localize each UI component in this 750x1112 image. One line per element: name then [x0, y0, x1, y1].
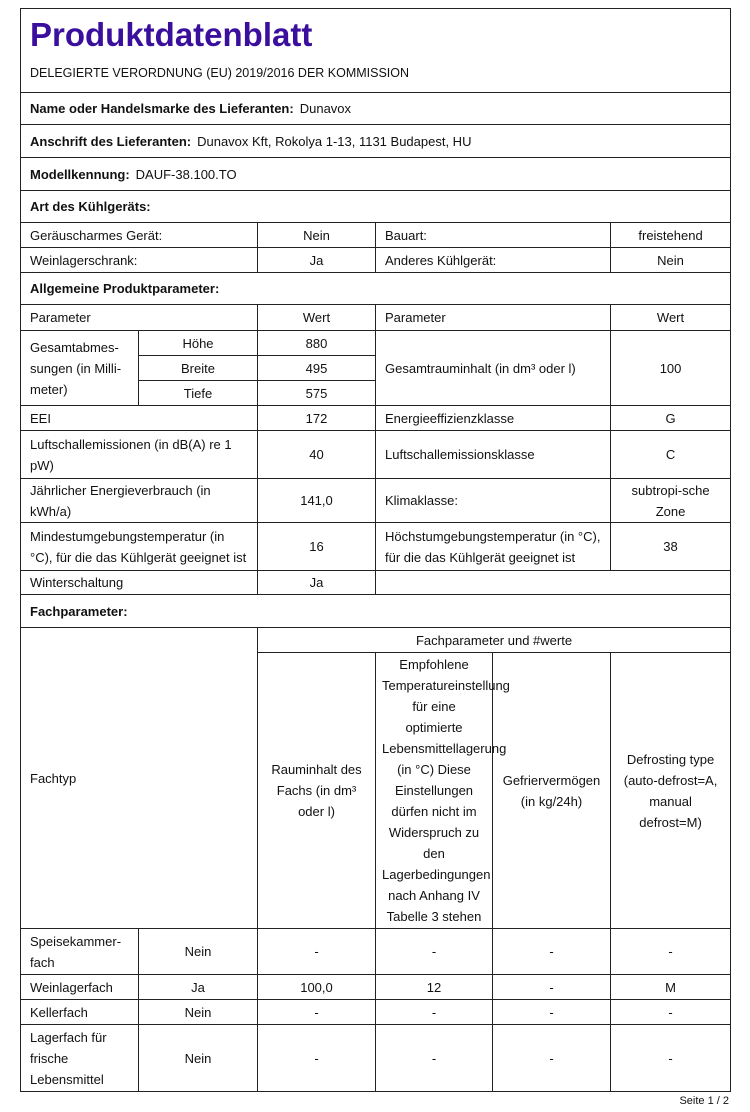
value: -: [611, 929, 731, 975]
table-row: [21, 248, 731, 273]
value: Nein: [139, 1000, 258, 1025]
value: -: [493, 1025, 611, 1092]
dimensions-label: Gesamtabmes-sungen (in Milli-meter): [21, 331, 139, 406]
table-row: [21, 406, 731, 431]
column-header: Wert: [611, 305, 731, 331]
label: Luftschallemissionen (in dB(A) re 1 pW): [21, 431, 258, 479]
value: -: [493, 929, 611, 975]
value: 40: [258, 431, 376, 479]
column-header: Empfohlene Temperatureinstellung für eine optimierte Lebensmittellagerung (in °C) Diese Einstellungen dürfen nicht im Widerspruch zu den Lagerbedingungen nach Anhang IV Tabelle 3 stehen: [376, 653, 493, 929]
header-cell: [21, 9, 731, 93]
value: 172: [258, 406, 376, 431]
model-row: [21, 158, 731, 191]
table-header-row: [21, 305, 731, 331]
value: -: [258, 929, 376, 975]
column-group-header: Fachparameter und #werte: [258, 628, 731, 653]
value: -: [493, 1000, 611, 1025]
table-row: [21, 1000, 731, 1025]
supplier-row: [21, 93, 731, 125]
column-header: Parameter: [376, 305, 611, 331]
column-header: Rauminhalt des Fachs (in dm³ oder l): [258, 653, 376, 929]
value: -: [376, 929, 493, 975]
model-label: Modellkennung:: [30, 166, 130, 182]
label: Tiefe: [139, 381, 258, 406]
table-row: [21, 223, 731, 248]
column-header: Wert: [258, 305, 376, 331]
label: Gesamtrauminhalt (in dm³ oder l): [376, 331, 611, 406]
label: Höhe: [139, 331, 258, 356]
value: subtropi-sche Zone: [611, 479, 731, 523]
value: 16: [258, 523, 376, 571]
label: Breite: [139, 356, 258, 381]
label: Höchstumgebungstemperatur (in °C), für die das Kühlgerät geeignet ist: [376, 523, 611, 571]
label: Jährlicher Energieverbrauch (in kWh/a): [21, 479, 258, 523]
value: freistehend: [611, 223, 731, 248]
column-header: Parameter: [21, 305, 258, 331]
table-row: [21, 929, 731, 975]
model-value: DAUF-38.100.TO: [135, 166, 237, 182]
label: Klimaklasse:: [376, 479, 611, 523]
table-row: [21, 1025, 731, 1092]
table-row: [21, 571, 731, 595]
general-heading: Allgemeine Produktparameter:: [21, 273, 731, 305]
column-header: Gefriervermögen (in kg/24h): [493, 653, 611, 929]
label: Kellerfach: [21, 1000, 139, 1025]
page-title: Produktdatenblatt: [30, 16, 313, 53]
table-row: [21, 479, 731, 523]
value: 38: [611, 523, 731, 571]
value: Nein: [611, 248, 731, 273]
value: -: [376, 1025, 493, 1092]
label: Luftschallemissionsklasse: [376, 431, 611, 479]
value: M: [611, 975, 731, 1000]
address-value: Dunavox Kft, Rokolya 1-13, 1131 Budapest, HU: [197, 133, 472, 149]
address-label: Anschrift des Lieferanten:: [30, 133, 192, 149]
value: 12: [376, 975, 493, 1000]
label: Speisekammer-fach: [21, 929, 139, 975]
empty-cell: [376, 571, 731, 595]
address-row: [21, 125, 731, 158]
table-row: [21, 523, 731, 571]
regulation-subtitle: DELEGIERTE VERORDNUNG (EU) 2019/2016 DER KOMMISSION: [30, 66, 410, 80]
value: 100: [611, 331, 731, 406]
label: EEI: [21, 406, 258, 431]
value: -: [258, 1000, 376, 1025]
value: Ja: [258, 248, 376, 273]
column-header: Defrosting type (auto-defrost=A, manual defrost=M): [611, 653, 731, 929]
column-header: Fachtyp: [21, 628, 258, 929]
value: 495: [258, 356, 376, 381]
label: Mindestumgebungstemperatur (in °C), für die das Kühlgerät geeignet ist: [21, 523, 258, 571]
value: 575: [258, 381, 376, 406]
value: G: [611, 406, 731, 431]
product-data-sheet: [20, 8, 731, 1092]
value: -: [376, 1000, 493, 1025]
label: Geräuscharmes Gerät:: [21, 223, 258, 248]
value: 141,0: [258, 479, 376, 523]
label: Energieeffizienzklasse: [376, 406, 611, 431]
label: Weinlagerschrank:: [21, 248, 258, 273]
value: -: [258, 1025, 376, 1092]
label: Winterschaltung: [21, 571, 258, 595]
table-row: [21, 431, 731, 479]
label: Anderes Kühlgerät:: [376, 248, 611, 273]
value: Ja: [139, 975, 258, 1000]
value: C: [611, 431, 731, 479]
value: Ja: [258, 571, 376, 595]
value: -: [493, 975, 611, 1000]
supplier-value: Dunavox: [299, 101, 352, 116]
label: Lagerfach für frische Lebensmittel: [21, 1025, 139, 1092]
value: 880: [258, 331, 376, 356]
page-number: Seite 1 / 2: [679, 1095, 729, 1107]
compartments-heading: Fachparameter:: [21, 595, 731, 628]
type-heading: Art des Kühlgeräts:: [21, 191, 731, 223]
value: -: [611, 1025, 731, 1092]
label: Weinlagerfach: [21, 975, 139, 1000]
label: Bauart:: [376, 223, 611, 248]
value: Nein: [139, 1025, 258, 1092]
value: Nein: [139, 929, 258, 975]
value: -: [611, 1000, 731, 1025]
table-row: [21, 975, 731, 1000]
supplier-label: Name oder Handelsmarke des Lieferanten:: [30, 101, 294, 116]
value: 100,0: [258, 975, 376, 1000]
value: Nein: [258, 223, 376, 248]
